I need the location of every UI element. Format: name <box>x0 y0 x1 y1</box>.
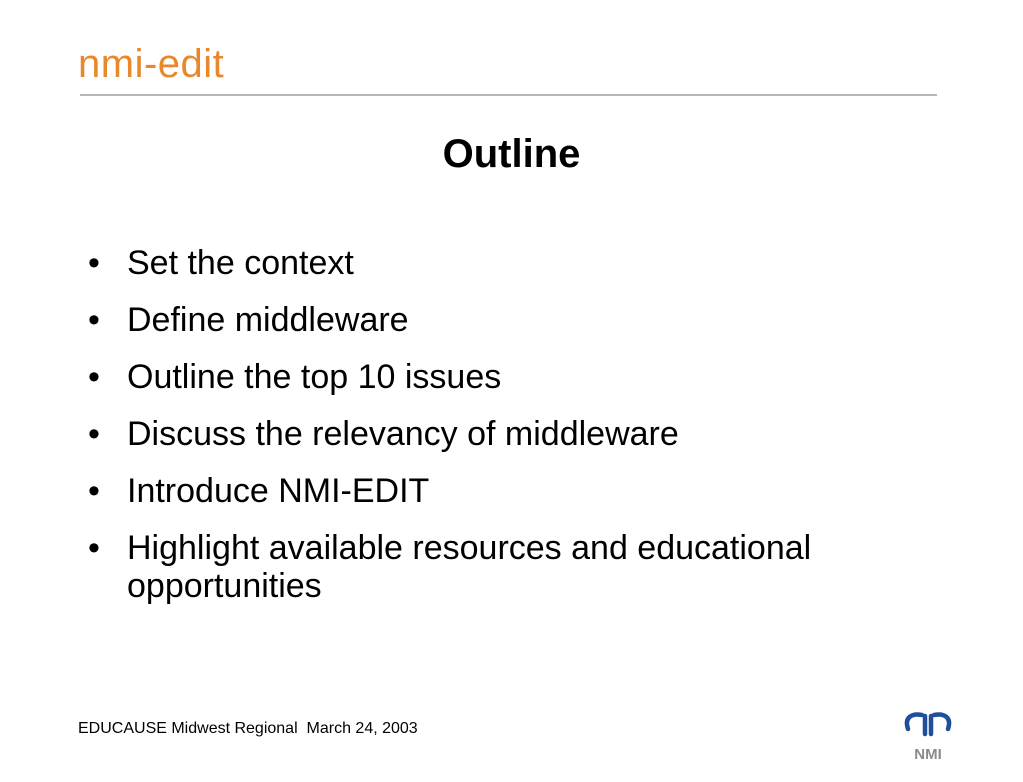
bullet-text: Discuss the relevancy of middleware <box>127 415 679 453</box>
brand-title: nmi-edit <box>78 42 225 86</box>
bullet-item <box>80 529 960 605</box>
slide-title: Outline <box>442 132 581 176</box>
bullet-icon: • <box>88 529 100 567</box>
bullet-text: Highlight available resources and educational opportunities <box>127 529 812 605</box>
bullet-list <box>80 244 960 624</box>
bullet-icon: • <box>88 301 100 339</box>
bullet-item <box>80 358 960 396</box>
bullet-item <box>80 244 960 282</box>
header-divider <box>80 94 937 96</box>
bullet-icon: • <box>88 358 100 396</box>
bullet-item <box>80 301 960 339</box>
logo-left-arc <box>907 715 922 729</box>
bullet-text: Outline the top 10 issues <box>127 358 502 396</box>
bullet-icon: • <box>88 244 100 282</box>
logo-label: NMI <box>914 746 942 763</box>
logo-right-arc <box>934 715 949 729</box>
bullet-icon: • <box>88 472 100 510</box>
nmi-logo-icon <box>898 709 958 765</box>
bullet-text: Define middleware <box>127 301 409 339</box>
bullet-text: Set the context <box>127 244 354 282</box>
bullet-item <box>80 472 960 510</box>
bullet-item <box>80 415 960 453</box>
bullet-icon: • <box>88 415 100 453</box>
footer-caption: EDUCAUSE Midwest Regional March 24, 2003 <box>78 720 418 737</box>
nmi-logo-graphic <box>898 709 958 765</box>
bullet-text: Introduce NMI-EDIT <box>127 472 430 510</box>
